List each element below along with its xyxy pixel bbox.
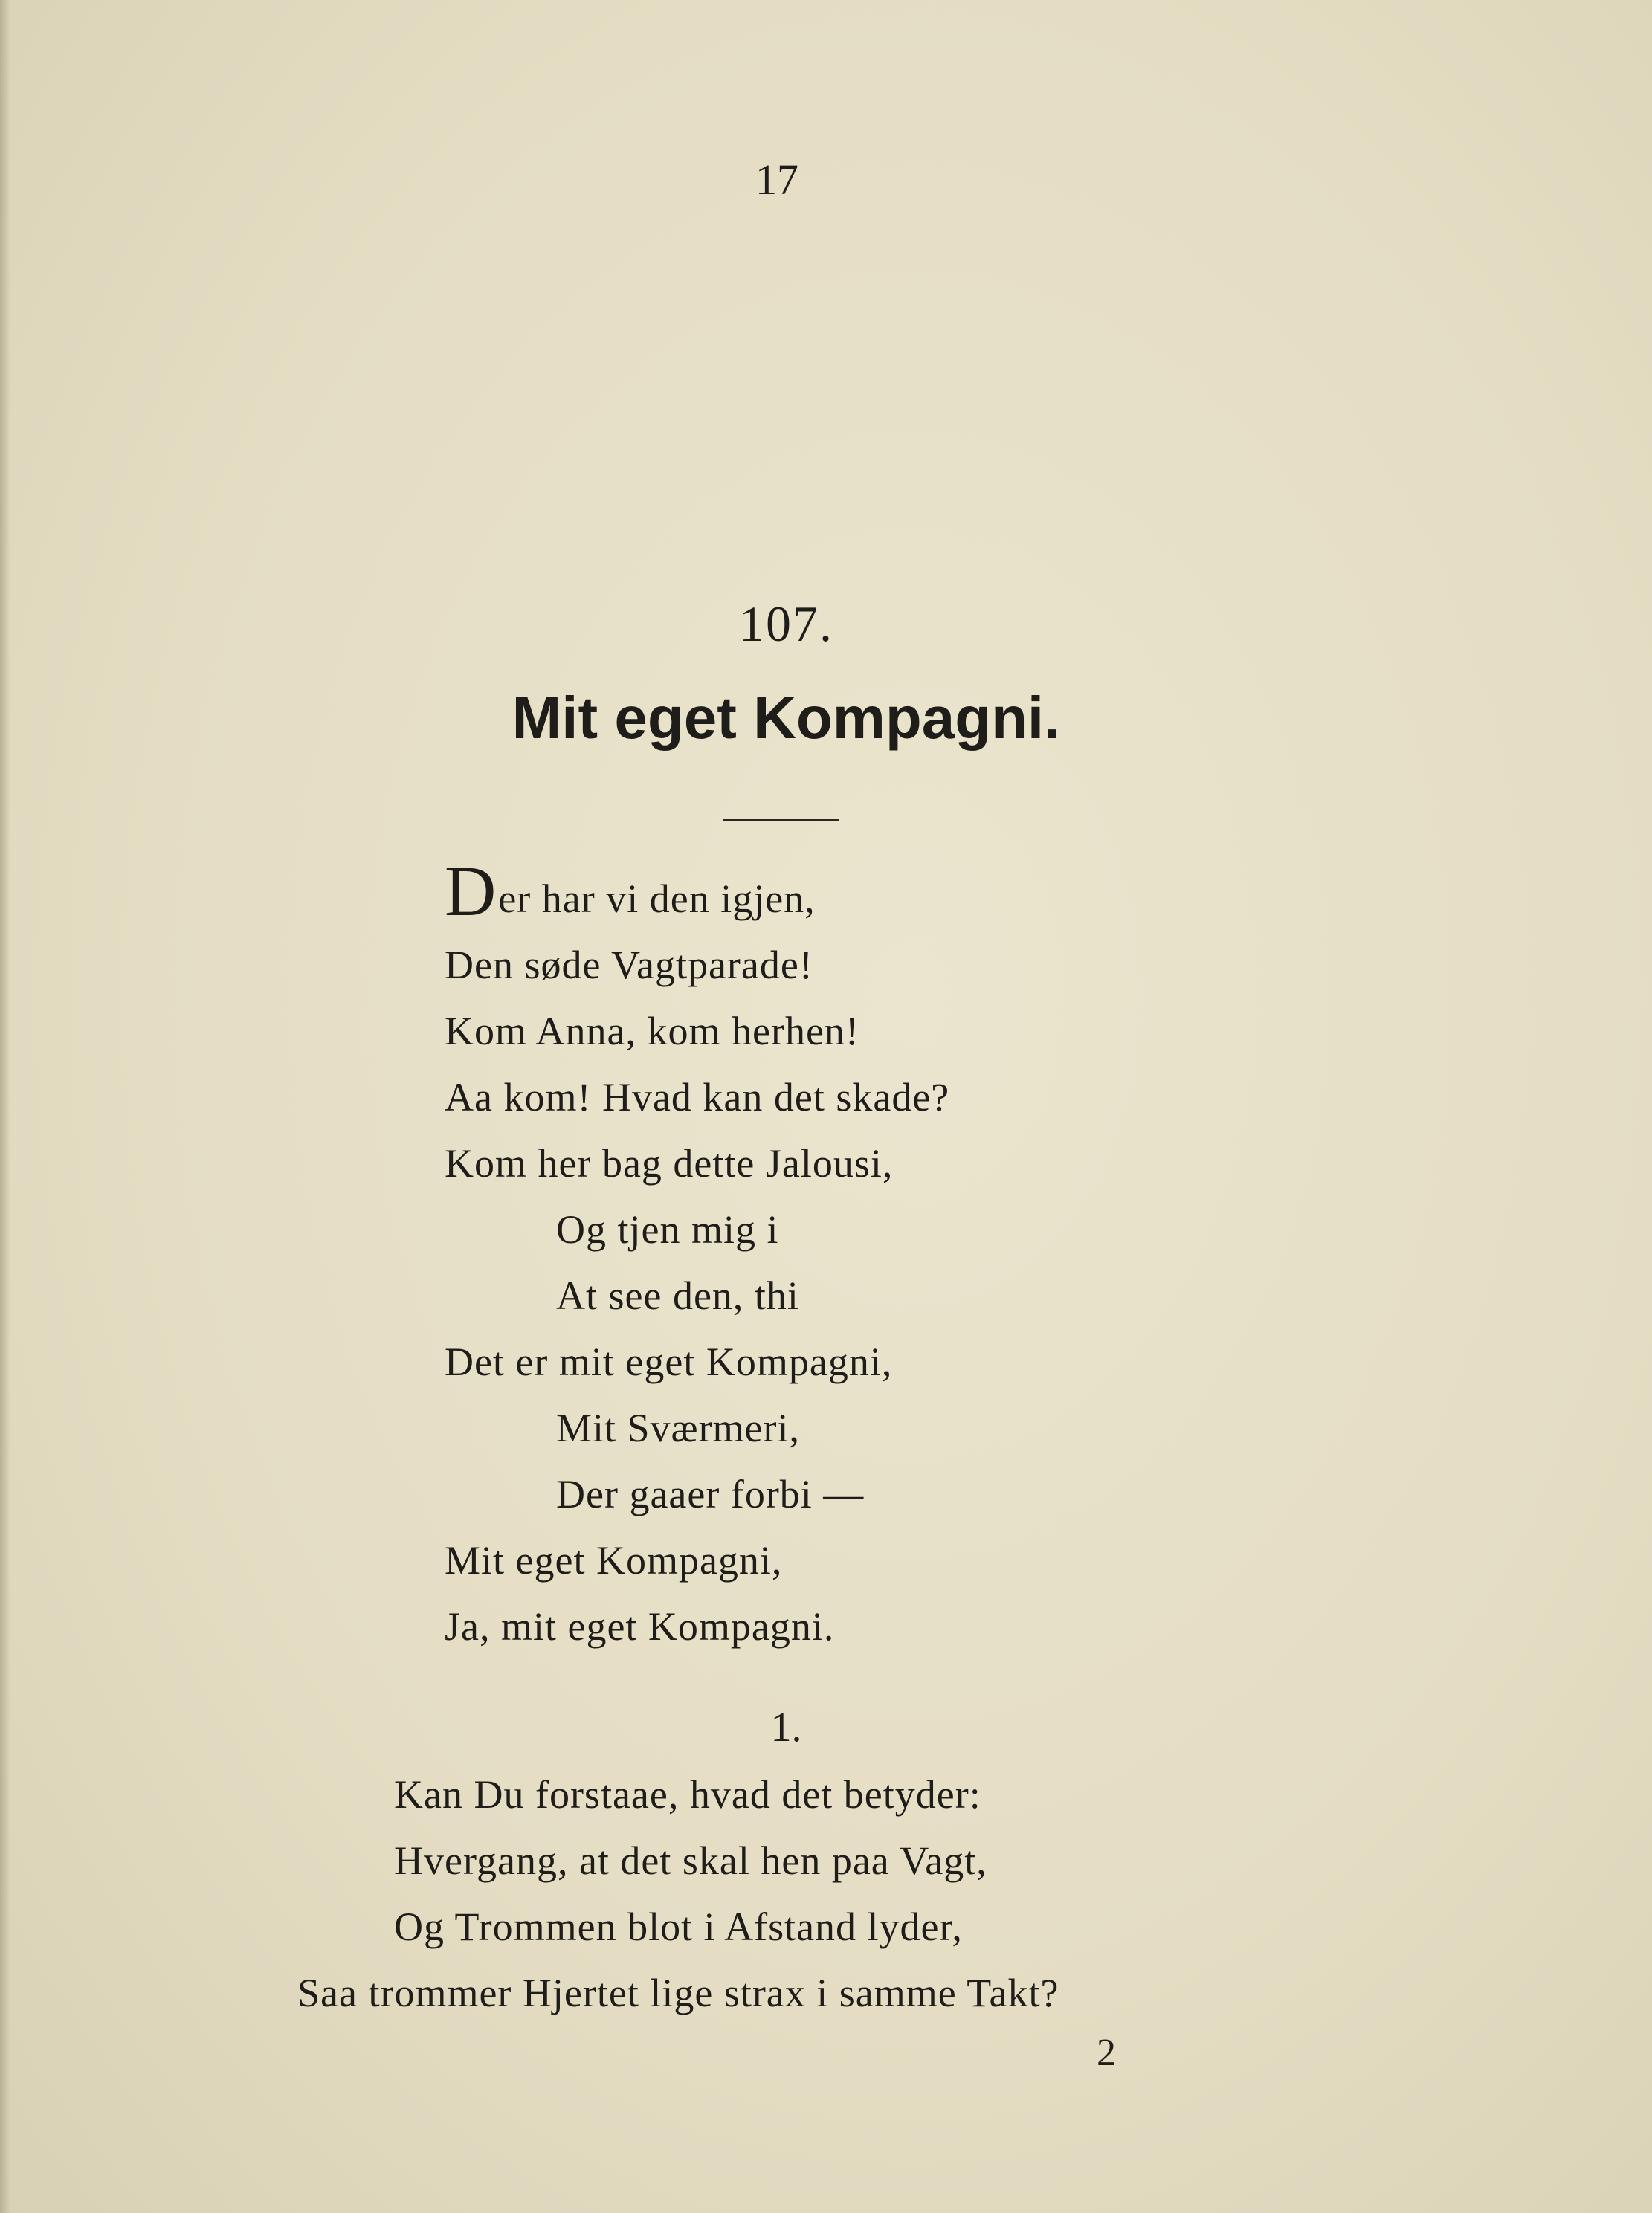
page-number: 17 — [755, 155, 798, 204]
verse-line: Kan Du forstaae, hvad det betyder: — [394, 1772, 981, 1817]
refrain — [445, 851, 1337, 1660]
verse-number: 1. — [770, 1705, 802, 1751]
refrain-line: Kom her bag dette Jalousi, — [445, 1141, 894, 1186]
verse-line: Saa trommer Hjertet lige strax i samme Takt? — [297, 1971, 1059, 2015]
refrain-line-text: er har vi den igjen, — [498, 876, 816, 921]
refrain-line: At see den, thi — [556, 1273, 799, 1318]
refrain-line: Mit eget Kompagni, — [445, 1538, 783, 1583]
verse-line: Og Trommen blot i Afstand lyder, — [394, 1905, 963, 1949]
refrain-line: Ja, mit eget Kompagni. — [445, 1604, 835, 1649]
refrain-line: Og tjen mig i — [556, 1207, 779, 1252]
drop-cap: D — [445, 851, 497, 931]
verse-line: Hvergang, at det skal hen paa Vagt, — [394, 1838, 987, 1883]
verse — [297, 1762, 1413, 2026]
title-rule — [723, 819, 839, 821]
refrain-line — [445, 851, 1337, 932]
refrain-line: Aa kom! Hvad kan det skade? — [445, 1075, 950, 1120]
refrain-line: Den søde Vagtparade! — [445, 943, 813, 987]
song-title: Mit eget Kompagni. — [512, 685, 1061, 751]
song-number: 107. — [739, 595, 833, 652]
refrain-line: Mit Sværmeri, — [556, 1406, 801, 1450]
refrain-line: Kom Anna, kom herhen! — [445, 1009, 859, 1053]
signature-mark: 2 — [1097, 2032, 1116, 2074]
page-edge-shadow — [0, 0, 10, 2213]
refrain-line: Det er mit eget Kompagni, — [445, 1340, 893, 1384]
refrain-line: Der gaaer forbi — — [556, 1472, 865, 1516]
